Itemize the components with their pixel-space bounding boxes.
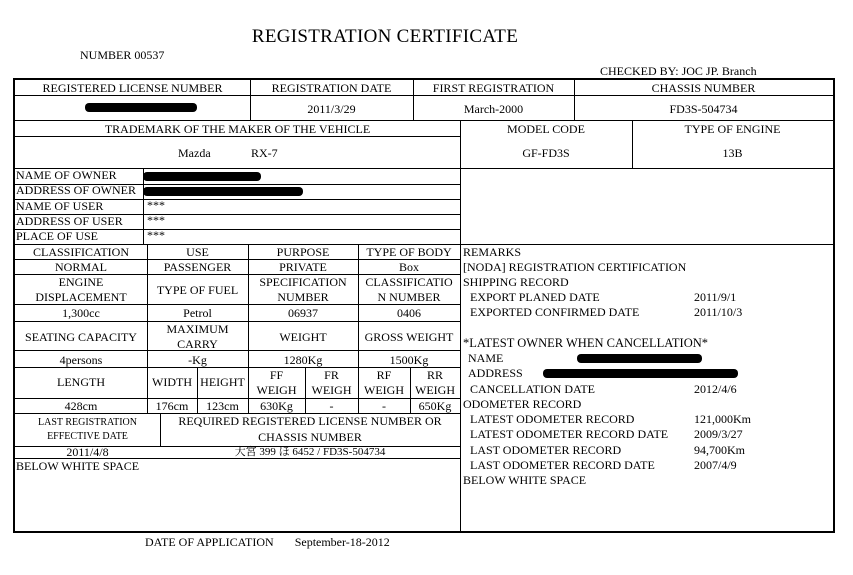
remarks-label: REMARKS (463, 245, 522, 259)
use-label: USE (186, 245, 209, 259)
remarks-noda: [NODA] REGISTRATION CERTIFICATION (463, 260, 687, 274)
first-registration-header: FIRST REGISTRATION (432, 81, 555, 95)
export-planned-value: 2011/9/1 (694, 290, 737, 304)
rr-label-line2: WEIGH (415, 383, 455, 397)
class-number-label-line2: N NUMBER (377, 290, 441, 304)
license-number-header: REGISTERED LICENSE NUMBER (42, 81, 223, 95)
owner-address-label: ADDRESS OF OWNER (16, 183, 137, 197)
date-of-application-label: DATE OF APPLICATION (145, 535, 274, 549)
spec-number-label-line2: NUMBER (277, 290, 329, 304)
redacted-license-number (85, 103, 197, 112)
class-number-label-line1: CLASSIFICATIO (365, 275, 453, 289)
max-carry-label-line1: MAXIMUM (166, 322, 229, 336)
redacted-owner-address (143, 187, 303, 196)
model-code-header: MODEL CODE (507, 122, 585, 136)
date-of-application (145, 535, 408, 550)
registration-date-header: REGISTRATION DATE (271, 81, 392, 95)
engine-type-value: 13B (722, 146, 743, 160)
last-odometer-label: LAST ODOMETER RECORD (470, 443, 622, 457)
weight-label: WEIGHT (279, 330, 327, 344)
vehicle-make: Mazda (178, 146, 211, 160)
required-value: 大宮 399 ほ 6452 / FD3S-504734 (234, 446, 386, 458)
exported-confirmed-value: 2011/10/3 (694, 305, 743, 319)
chassis-number-value: FD3S-504734 (669, 102, 738, 116)
max-carry-value: -Kg (188, 353, 207, 367)
height-value: 123cm (206, 399, 239, 413)
user-address-value: *** (147, 213, 165, 227)
ff-label-line1: FF (269, 368, 284, 382)
registration-date-value: 2011/3/29 (307, 102, 356, 116)
ff-value: 630Kg (260, 399, 293, 413)
model-code-value: GF-FD3S (522, 146, 570, 160)
rf-label-line1: RF (376, 368, 392, 382)
classification-value: NORMAL (54, 260, 107, 274)
last-odometer-date-label: LAST ODOMETER RECORD DATE (470, 458, 655, 472)
displacement-label-line1: ENGINE (58, 275, 104, 289)
latest-owner-heading: *LATEST OWNER WHEN CANCELLATION* (463, 336, 709, 350)
date-of-application-value: September-18-2012 (294, 535, 390, 549)
height-label: HEIGHT (200, 375, 245, 389)
displacement-label-line2: DISPLACEMENT (35, 290, 127, 304)
below-white-space-left: BELOW WHITE SPACE (16, 459, 140, 473)
gross-weight-label: GROSS WEIGHT (364, 330, 454, 344)
last-odometer-date-value: 2007/4/9 (694, 458, 737, 472)
first-registration-value: March-2000 (463, 102, 524, 116)
length-label: LENGTH (57, 375, 105, 389)
displacement-value: 1,300cc (62, 306, 100, 320)
gross-weight-value: 1500Kg (389, 353, 429, 367)
spec-number-label-line1: SPECIFICATION (259, 275, 347, 289)
fr-label-line1: FR (324, 368, 339, 382)
certificate-number: NUMBER 00537 (80, 48, 165, 62)
width-value: 176cm (155, 399, 189, 413)
certificate-table (13, 78, 835, 533)
last-odometer-value: 94,700Km (694, 443, 745, 457)
latest-owner-name-label: NAME (468, 351, 504, 365)
length-value: 428cm (64, 399, 98, 413)
latest-odometer-value: 121,000Km (694, 412, 751, 426)
last-reg-date-value: 2011/4/8 (66, 445, 109, 459)
max-carry-label-line2: CARRY (177, 337, 218, 351)
classification-label: CLASSIFICATION (32, 245, 129, 259)
fuel-label: TYPE OF FUEL (156, 283, 239, 297)
shipping-record: SHIPPING RECORD (463, 275, 569, 289)
rr-value: 650Kg (418, 399, 452, 413)
body-type-label: TYPE OF BODY (366, 245, 452, 259)
fr-value: - (329, 399, 334, 413)
odometer-record: ODOMETER RECORD (463, 397, 582, 411)
user-name-value: *** (147, 198, 165, 212)
last-reg-label-line1: LAST REGISTRATION (38, 417, 137, 428)
document-title: REGISTRATION CERTIFICATE (251, 26, 519, 47)
exported-confirmed-label: EXPORTED CONFIRMED DATE (470, 305, 640, 319)
seating-value: 4persons (59, 353, 103, 367)
fr-label-line2: WEIGH (311, 383, 352, 397)
export-planned-label: EXPORT PLANED DATE (470, 290, 600, 304)
trademark-header: TRADEMARK OF THE MAKER OF THE VEHICLE (104, 122, 371, 136)
user-name-label: NAME OF USER (16, 199, 104, 213)
seating-label: SEATING CAPACITY (25, 330, 137, 344)
redacted-latest-owner-name (577, 354, 702, 363)
fuel-value: Petrol (183, 306, 212, 320)
spec-number-value: 06937 (288, 306, 318, 320)
chassis-number-header: CHASSIS NUMBER (651, 81, 756, 95)
last-reg-label-line2: EFFECTIVE DATE (47, 431, 128, 442)
below-white-space-right: BELOW WHITE SPACE (463, 473, 587, 487)
cancellation-label: CANCELLATION DATE (470, 382, 595, 396)
purpose-label: PURPOSE (276, 245, 330, 259)
purpose-value: PRIVATE (279, 260, 327, 274)
redacted-owner-name (143, 172, 261, 181)
latest-odometer-date-label: LATEST ODOMETER RECORD DATE (470, 427, 669, 441)
required-label-line2: CHASSIS NUMBER (258, 430, 362, 444)
rf-label-line2: WEIGH (364, 383, 404, 397)
rf-value: - (382, 399, 386, 413)
latest-odometer-label: LATEST ODOMETER RECORD (470, 412, 635, 426)
owner-name-label: NAME OF OWNER (16, 168, 117, 182)
checked-by: CHECKED BY: JOC JP. Branch (600, 64, 757, 78)
use-value: PASSENGER (163, 260, 232, 274)
weight-value: 1280Kg (283, 353, 323, 367)
user-address-label: ADDRESS OF USER (16, 214, 123, 228)
required-label-line1: REQUIRED REGISTERED LICENSE NUMBER OR (178, 414, 442, 428)
rr-label-line1: RR (426, 368, 443, 382)
cancellation-value: 2012/4/6 (694, 382, 737, 396)
vehicle-model: RX-7 (251, 146, 278, 160)
ff-label-line2: WEIGH (256, 383, 297, 397)
engine-type-header: TYPE OF ENGINE (684, 122, 781, 136)
redacted-latest-owner-address (543, 369, 738, 378)
width-label: WIDTH (152, 375, 192, 389)
place-of-use-label: PLACE OF USE (16, 229, 99, 243)
place-of-use-value: *** (147, 228, 165, 242)
latest-odometer-date-value: 2009/3/27 (694, 427, 743, 441)
class-number-value: 0406 (397, 306, 421, 320)
latest-owner-address-label: ADDRESS (468, 366, 523, 380)
body-type-value: Box (398, 260, 419, 274)
